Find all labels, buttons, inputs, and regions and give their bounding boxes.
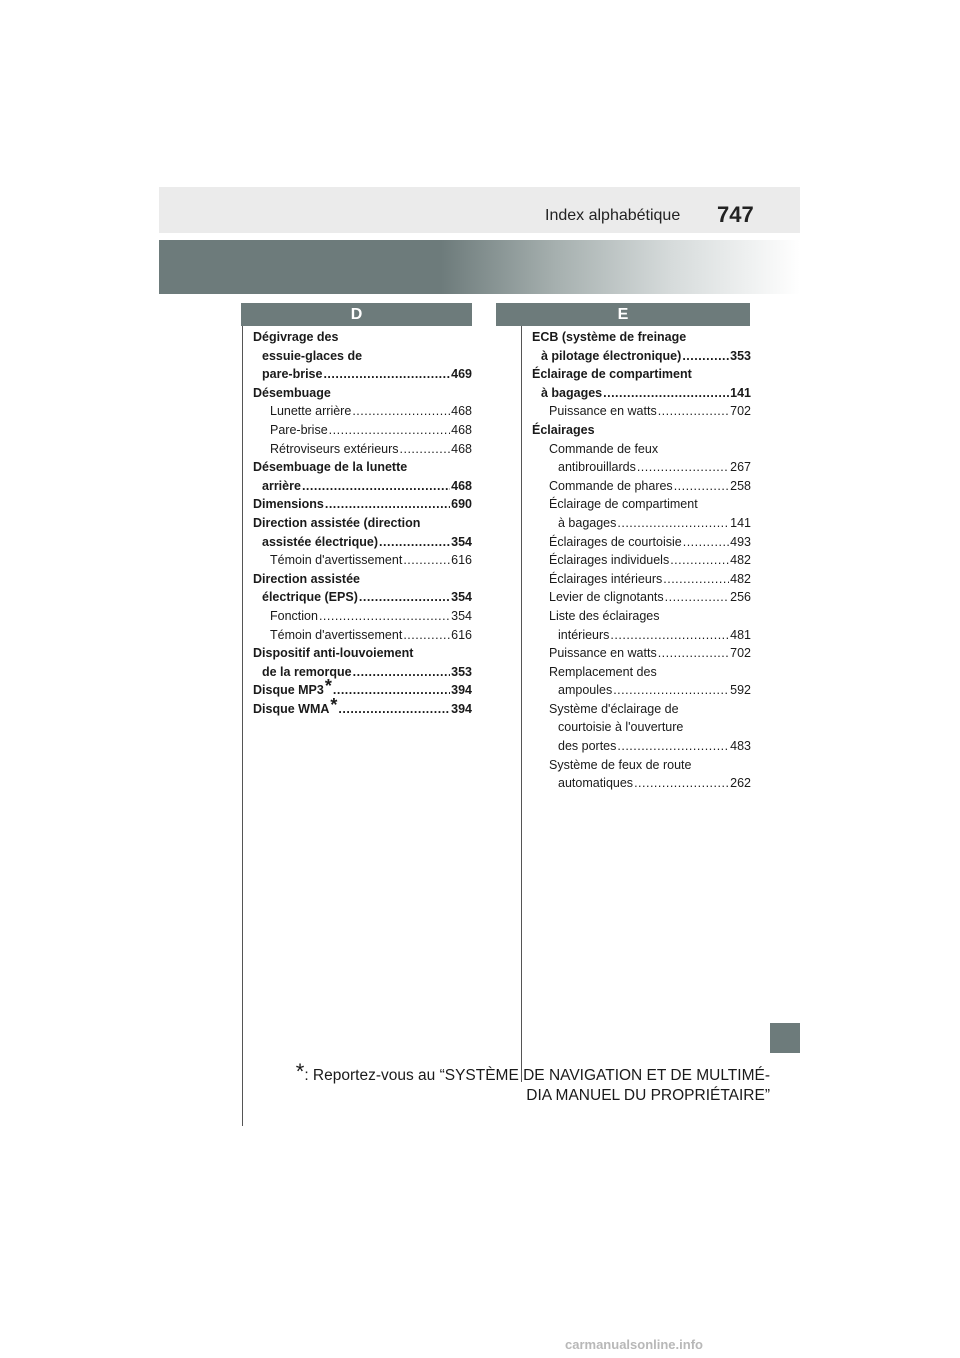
entry-text xyxy=(558,737,616,756)
entry-text xyxy=(253,516,420,530)
leader-dots xyxy=(403,551,450,570)
index-heading xyxy=(532,440,751,459)
leader-dots xyxy=(302,477,450,496)
index-heading xyxy=(532,663,751,682)
leader-dots xyxy=(670,551,729,570)
page-ref: 493 xyxy=(730,534,751,549)
index-entry xyxy=(253,607,472,626)
index-column-d xyxy=(253,328,472,718)
entry-label: Dispositif anti-louvoiement xyxy=(253,646,414,661)
leader-dots xyxy=(658,402,729,421)
index-column-e xyxy=(532,328,751,793)
entry-text xyxy=(270,402,351,421)
entry-label: Puissance en watts xyxy=(549,646,657,661)
index-heading xyxy=(253,328,472,347)
index-entry xyxy=(532,458,751,477)
entry-text xyxy=(549,477,673,496)
page-ref: 482 xyxy=(730,571,751,586)
entry-text xyxy=(558,626,609,645)
leader-dots xyxy=(359,588,450,607)
page-ref: 394 xyxy=(451,683,472,698)
page-ref: 482 xyxy=(730,553,751,568)
page-number: 747 xyxy=(717,202,754,227)
entry-label: à bagages xyxy=(558,515,617,530)
entry-label: Système d'éclairage de xyxy=(549,701,679,716)
index-heading xyxy=(253,514,472,533)
entry-text xyxy=(253,330,338,344)
star-mark: * xyxy=(324,676,332,697)
index-entry xyxy=(532,644,751,663)
entry-text xyxy=(549,442,658,456)
entry-text xyxy=(270,551,402,570)
entry-text xyxy=(541,384,602,403)
entry-text xyxy=(549,644,657,663)
left-rule xyxy=(242,326,243,1126)
entry-label: Direction assistée (direction xyxy=(253,515,421,530)
index-heading xyxy=(532,365,751,384)
entry-label: Éclairage de compartiment xyxy=(532,367,692,382)
entry-text xyxy=(549,402,657,421)
section-tab-e: E xyxy=(496,303,750,326)
footnote-line-2: DIA MANUEL DU PROPRIÉTAIRE” xyxy=(526,1087,770,1104)
page-ref: 354 xyxy=(451,534,472,549)
index-entry xyxy=(532,681,751,700)
entry-text xyxy=(558,681,612,700)
page-ref: 481 xyxy=(730,627,751,642)
entry-text xyxy=(270,421,328,440)
index-entry xyxy=(253,533,472,552)
index-entry xyxy=(532,626,751,645)
leader-dots xyxy=(603,384,729,403)
entry-text xyxy=(558,458,636,477)
entry-text xyxy=(558,774,633,793)
page-ref: 468 xyxy=(451,478,472,493)
leader-dots xyxy=(634,774,729,793)
entry-text xyxy=(270,607,318,626)
index-entry xyxy=(532,477,751,496)
entry-label: Lunette arrière xyxy=(270,404,352,419)
entry-label: Fonction xyxy=(270,608,318,623)
index-entry xyxy=(532,514,751,533)
entry-text xyxy=(541,347,681,366)
index-heading xyxy=(253,384,472,403)
index-entry xyxy=(253,365,472,384)
leader-dots xyxy=(338,700,450,719)
index-heading xyxy=(253,347,472,366)
index-entry xyxy=(532,384,751,403)
entry-label: ampoules xyxy=(558,683,613,698)
entry-label: Commande de feux xyxy=(549,441,659,456)
entry-text xyxy=(262,533,378,552)
entry-text xyxy=(558,720,683,734)
entry-label: Commande de phares xyxy=(549,478,673,493)
leader-dots xyxy=(658,644,729,663)
entry-text xyxy=(262,477,301,496)
entry-text xyxy=(253,386,331,400)
entry-text xyxy=(549,497,698,511)
entry-text xyxy=(270,440,399,459)
page-ref: 354 xyxy=(451,608,472,623)
entry-text xyxy=(549,665,657,679)
page-ref: 468 xyxy=(451,441,472,456)
entry-text xyxy=(262,365,322,384)
entry-text xyxy=(253,676,332,700)
entry-label: Désembuage xyxy=(253,385,331,400)
entry-label: Éclairages intérieurs xyxy=(549,571,663,586)
page-ref: 141 xyxy=(730,385,751,400)
leader-dots xyxy=(400,440,451,459)
leader-dots xyxy=(663,570,729,589)
entry-label: arrière xyxy=(262,478,301,493)
entry-label: courtoisie à l'ouverture xyxy=(558,720,684,735)
footnote-star: * xyxy=(295,1059,305,1084)
index-entry xyxy=(253,477,472,496)
leader-dots xyxy=(617,737,729,756)
footnote xyxy=(290,1059,770,1106)
entry-label: Dégivrage des xyxy=(253,330,339,344)
leader-dots xyxy=(325,495,450,514)
index-heading xyxy=(253,644,472,663)
index-heading xyxy=(532,700,751,719)
leader-dots xyxy=(617,514,729,533)
page-ref: 468 xyxy=(451,404,472,419)
index-heading xyxy=(532,607,751,626)
entry-label: Remplacement des xyxy=(549,664,657,679)
entry-label: Système de feux de route xyxy=(549,757,692,772)
page-ref: 353 xyxy=(730,348,751,363)
entry-label: Dimensions xyxy=(253,497,324,512)
page-ref: 354 xyxy=(451,590,472,605)
footnote-line-1: : Reportez-vous au “SYSTÈME DE NAVIGATION ET DE MULTIMÉ- xyxy=(304,1067,770,1084)
entry-text xyxy=(270,626,402,645)
index-heading xyxy=(532,421,751,440)
entry-text xyxy=(253,495,324,514)
entry-text xyxy=(549,533,682,552)
page-ref: 258 xyxy=(730,478,751,493)
index-heading xyxy=(532,495,751,514)
index-entry xyxy=(253,402,472,421)
entry-label: Disque WMA xyxy=(253,701,330,716)
entry-text xyxy=(549,609,659,623)
entry-label: Désembuage de la lunette xyxy=(253,460,408,475)
chapter-tab xyxy=(770,1023,800,1053)
index-heading xyxy=(253,458,472,477)
entry-text xyxy=(549,758,691,772)
entry-label: de la remorque xyxy=(262,664,352,679)
decorative-band xyxy=(159,240,800,294)
entry-text xyxy=(262,349,362,363)
entry-text xyxy=(253,694,338,719)
entry-label: Puissance en watts xyxy=(549,404,657,419)
entry-label: ECB (système de freinage xyxy=(532,330,687,344)
index-entry xyxy=(253,495,472,514)
entry-label: Éclairages xyxy=(532,422,595,437)
page-ref: 141 xyxy=(730,515,751,530)
entry-text xyxy=(532,330,686,344)
entry-label: pare-brise xyxy=(262,367,323,382)
page-ref: 262 xyxy=(730,776,751,791)
entry-text xyxy=(558,514,616,533)
page-ref: 616 xyxy=(451,553,472,568)
page-ref: 592 xyxy=(730,683,751,698)
page-ref: 483 xyxy=(730,739,751,754)
entry-label: à bagages xyxy=(541,385,603,400)
entry-label: Témoin d'avertissement xyxy=(270,553,403,568)
page-ref: 267 xyxy=(730,460,751,475)
index-entry xyxy=(253,626,472,645)
page-ref: 616 xyxy=(451,627,472,642)
entry-text xyxy=(253,572,360,586)
entry-label: électrique (EPS) xyxy=(262,590,358,605)
entry-text xyxy=(532,423,595,437)
index-entry xyxy=(532,774,751,793)
entry-label: automatiques xyxy=(558,776,634,791)
page-ref: 702 xyxy=(730,646,751,661)
entry-text xyxy=(549,702,679,716)
entry-label: des portes xyxy=(558,739,617,754)
header-bar xyxy=(159,187,800,233)
entry-text xyxy=(262,588,358,607)
leader-dots xyxy=(610,626,729,645)
index-heading xyxy=(532,718,751,737)
star-mark: * xyxy=(330,694,338,715)
index-heading xyxy=(253,570,472,589)
leader-dots xyxy=(352,402,450,421)
column-divider xyxy=(521,326,522,1082)
entry-label: Levier de clignotants xyxy=(549,590,664,605)
index-entry xyxy=(532,533,751,552)
entry-label: essuie-glaces de xyxy=(262,348,363,363)
index-entry xyxy=(532,551,751,570)
index-heading xyxy=(532,756,751,775)
entry-label: Éclairages de courtoisie xyxy=(549,534,682,549)
leader-dots xyxy=(683,533,729,552)
leader-dots xyxy=(329,421,450,440)
index-entry xyxy=(532,402,751,421)
entry-text xyxy=(253,460,407,474)
entry-text xyxy=(549,551,669,570)
entry-label: à pilotage électronique) xyxy=(541,348,682,363)
entry-label: intérieurs xyxy=(558,627,610,642)
leader-dots xyxy=(379,533,450,552)
index-entry xyxy=(253,676,472,700)
entry-text xyxy=(549,588,664,607)
entry-label: Éclairage de compartiment xyxy=(549,497,698,512)
index-entry xyxy=(253,440,472,459)
leader-dots xyxy=(613,681,729,700)
index-entry xyxy=(253,694,472,719)
entry-text xyxy=(532,367,692,381)
index-entry xyxy=(532,347,751,366)
page-ref: 394 xyxy=(451,701,472,716)
page-ref: 702 xyxy=(730,404,751,419)
index-entry xyxy=(532,737,751,756)
index-entry xyxy=(532,570,751,589)
leader-dots xyxy=(637,458,729,477)
header-title: Index alphabétique xyxy=(545,207,681,224)
watermark: carmanualsonline.info xyxy=(565,1337,703,1352)
leader-dots xyxy=(353,663,451,682)
leader-dots xyxy=(665,588,729,607)
entry-text xyxy=(253,646,413,660)
entry-label: Rétroviseurs extérieurs xyxy=(270,441,399,456)
page-ref: 690 xyxy=(451,497,472,512)
page-ref: 468 xyxy=(451,422,472,437)
entry-label: Direction assistée xyxy=(253,571,360,586)
entry-text xyxy=(549,570,662,589)
entry-label: assistée électrique) xyxy=(262,534,379,549)
leader-dots xyxy=(674,477,729,496)
page-ref: 469 xyxy=(451,367,472,382)
index-entry xyxy=(253,421,472,440)
leader-dots xyxy=(319,607,450,626)
page-ref: 353 xyxy=(451,664,472,679)
leader-dots xyxy=(403,626,450,645)
page-ref: 256 xyxy=(730,590,751,605)
entry-label: Liste des éclairages xyxy=(549,608,660,623)
index-entry xyxy=(253,588,472,607)
entry-label: Pare-brise xyxy=(270,422,328,437)
section-tab-d: D xyxy=(241,303,472,326)
entry-label: Disque MP3 xyxy=(253,683,324,698)
entry-text xyxy=(262,663,352,682)
entry-label: Témoin d'avertissement xyxy=(270,627,403,642)
index-entry xyxy=(253,663,472,682)
index-heading xyxy=(532,328,751,347)
leader-dots xyxy=(333,681,450,700)
index-entry xyxy=(253,551,472,570)
entry-label: Éclairages individuels xyxy=(549,553,670,568)
entry-label: antibrouillards xyxy=(558,460,636,475)
index-entry xyxy=(532,588,751,607)
leader-dots xyxy=(682,347,729,366)
leader-dots xyxy=(323,365,450,384)
